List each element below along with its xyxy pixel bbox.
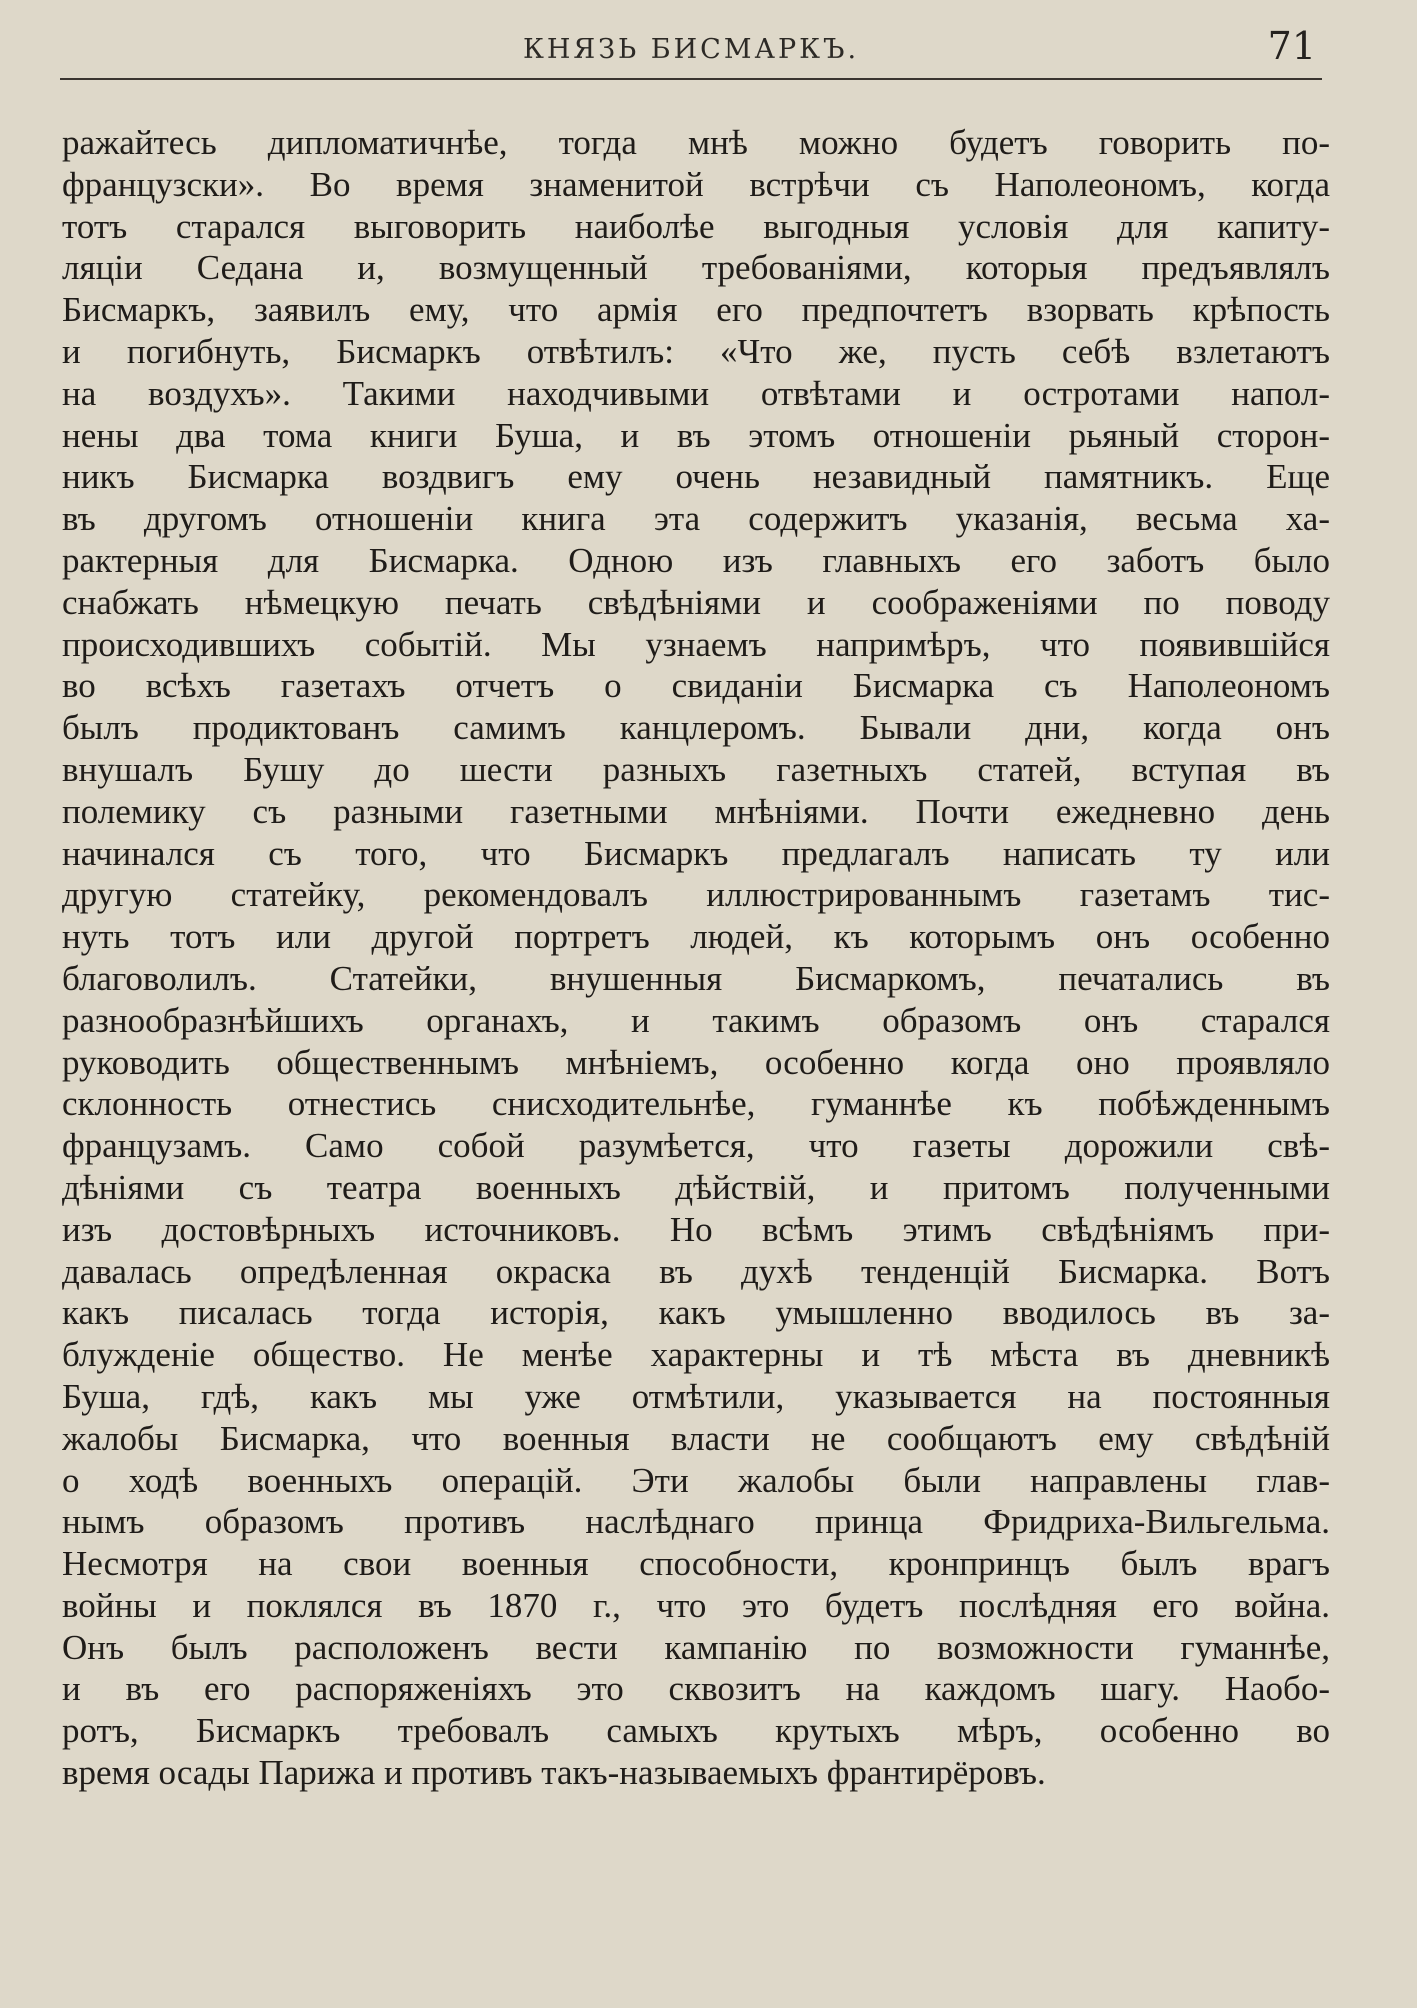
text-line: и погибнуть, Бисмаркъ отвѣтилъ: «Что же, пусть себѣ взлетаютъ bbox=[62, 331, 1330, 371]
text-line: склонность отнестись снисходительнѣе, гуманнѣе къ побѣжденнымъ bbox=[62, 1084, 1330, 1124]
text-line: начинался съ того, что Бисмаркъ предлагалъ написать ту или bbox=[62, 833, 1330, 873]
text-line: руководить общественнымъ мнѣніемъ, особенно когда оно проявляло bbox=[62, 1042, 1330, 1082]
text-line: дѣніями съ театра военныхъ дѣйствій, и притомъ полученными bbox=[62, 1167, 1330, 1207]
text-line: ражайтесь дипломатичнѣе, тогда мнѣ можно будетъ говорить по- bbox=[62, 123, 1330, 162]
text-line: благоволилъ. Статейки, внушенныя Бисмаркомъ, печатались въ bbox=[62, 958, 1330, 998]
text-line: рактерныя для Бисмарка. Одною изъ главныхъ его заботъ было bbox=[62, 540, 1330, 580]
text-line: жалобы Бисмарка, что военныя власти не сообщаютъ ему свѣдѣній bbox=[62, 1418, 1330, 1458]
text-line: на воздухъ». Такими находчивыми отвѣтами и остротами напол- bbox=[62, 373, 1330, 413]
page-number: 71 bbox=[1267, 24, 1316, 68]
text-line: блужденіе общество. Не менѣе характерны и тѣ мѣста въ дневникѣ bbox=[62, 1335, 1330, 1375]
text-line: о ходѣ военныхъ операцій. Эти жалобы были направлены глав- bbox=[62, 1460, 1330, 1500]
text-line: происходившихъ событій. Мы узнаемъ напримѣръ, что появившійся bbox=[62, 624, 1330, 664]
text-line: Онъ былъ расположенъ вести кампанію по возможности гуманнѣе, bbox=[62, 1627, 1330, 1667]
text-line: какъ писалась тогда исторія, какъ умышленно вводилось въ за- bbox=[62, 1293, 1330, 1333]
text-line: нымъ образомъ противъ наслѣднаго принца Фридриха-Вильгельма. bbox=[62, 1502, 1330, 1542]
text-line: тотъ старался выговорить наиболѣе выгодныя условія для капиту- bbox=[62, 206, 1330, 246]
text-line: внушалъ Бушу до шести разныхъ газетныхъ статей, вступая въ bbox=[62, 749, 1330, 789]
running-header bbox=[60, 22, 1322, 80]
text-line: давалась опредѣленная окраска въ духѣ тенденцій Бисмарка. Вотъ bbox=[62, 1251, 1330, 1291]
text-line: полемику съ разными газетными мнѣніями. Почти ежедневно день bbox=[62, 791, 1330, 831]
text-line: изъ достовѣрныхъ источниковъ. Но всѣмъ этимъ свѣдѣніямъ при- bbox=[62, 1209, 1330, 1249]
text-line: во всѣхъ газетахъ отчетъ о свиданіи Бисмарка съ Наполеономъ bbox=[62, 666, 1330, 706]
text-line: ротъ, Бисмаркъ требовалъ самыхъ крутыхъ мѣръ, особенно во bbox=[62, 1711, 1330, 1751]
text-line: никъ Бисмарка воздвигъ ему очень незавидный памятникъ. Еще bbox=[62, 457, 1330, 497]
text-line: въ другомъ отношеніи книга эта содержитъ указанія, весьма ха- bbox=[62, 499, 1330, 539]
text-line: войны и поклялся въ 1870 г., что это будетъ послѣдняя его война. bbox=[62, 1585, 1330, 1625]
text-line: нены два тома книги Буша, и въ этомъ отношеніи рьяный сторон- bbox=[62, 415, 1330, 455]
text-line: французамъ. Само собой разумѣется, что газеты дорожили свѣ- bbox=[62, 1126, 1330, 1166]
text-line: разнообразнѣйшихъ органахъ, и такимъ образомъ онъ старался bbox=[62, 1000, 1330, 1040]
text-line: французски». Во время знаменитой встрѣчи съ Наполеономъ, когда bbox=[62, 164, 1330, 204]
text-line: нуть тотъ или другой портретъ людей, къ которымъ онъ особенно bbox=[62, 917, 1330, 957]
text-line: время осады Парижа и противъ такъ-называемыхъ франтирёровъ. bbox=[62, 1753, 1046, 1793]
text-line: другую статейку, рекомендовалъ иллюстрированнымъ газетамъ тис- bbox=[62, 875, 1330, 915]
text-line: Бисмаркъ, заявилъ ему, что армія его предпочтетъ взорвать крѣпость bbox=[62, 290, 1330, 330]
text-line: и въ его распоряженіяхъ это сквозитъ на каждомъ шагу. Наобо- bbox=[62, 1669, 1330, 1709]
text-line: былъ продиктованъ самимъ канцлеромъ. Бывали дни, когда онъ bbox=[62, 708, 1330, 748]
text-line: Несмотря на свои военныя способности, кронпринцъ былъ врагъ bbox=[62, 1544, 1330, 1584]
text-line: снабжать нѣмецкую печать свѣдѣніями и соображеніями по поводу bbox=[62, 582, 1330, 622]
body-text bbox=[62, 122, 1330, 1794]
running-title: КНЯЗЬ БИСМАРКЪ. bbox=[522, 34, 860, 65]
text-line: Буша, гдѣ, какъ мы уже отмѣтили, указывается на постоянныя bbox=[62, 1376, 1330, 1416]
text-line: ляціи Седана и, возмущенный требованіями, которыя предъявлялъ bbox=[62, 248, 1330, 288]
